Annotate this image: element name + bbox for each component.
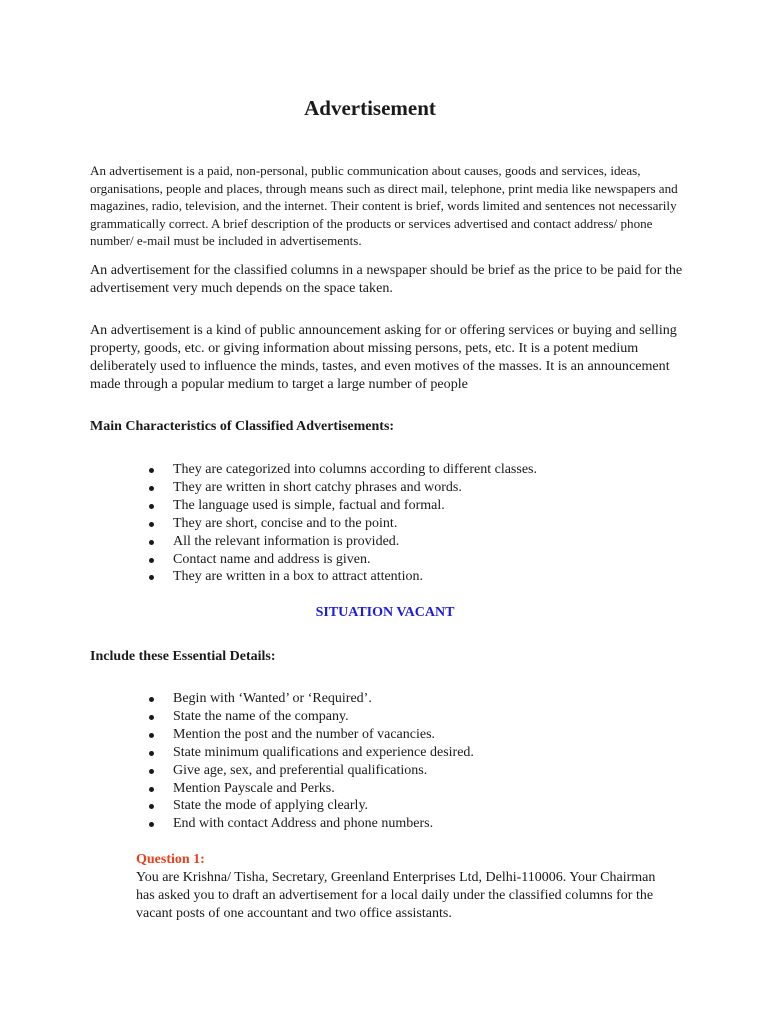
list-item-text: They are short, concise and to the point.	[173, 515, 398, 531]
list-item	[145, 568, 537, 586]
list-item	[145, 551, 537, 569]
list-item	[145, 461, 537, 479]
list-item-text: Contact name and address is given.	[173, 551, 371, 567]
list-item	[145, 726, 474, 744]
bullet-icon	[149, 558, 154, 563]
list-item-text: Mention the post and the number of vacancies.	[173, 726, 436, 742]
bullet-icon	[149, 540, 154, 545]
list-item	[145, 497, 537, 515]
bullet-icon	[149, 787, 154, 792]
bullet-icon	[149, 751, 154, 756]
list-item	[145, 515, 537, 533]
list-item	[145, 780, 474, 798]
classified-paragraph: An advertisement for the classified columns in a newspaper should be brief as the price to be paid for the advertisement very much depends on the space taken.	[90, 262, 683, 296]
essentials-list	[145, 690, 474, 833]
list-item-text: They are categorized into columns according to different classes.	[173, 462, 537, 477]
list-item-text: They are written in a box to attract attention.	[173, 569, 423, 585]
list-item-text: End with contact Address and phone numbers.	[173, 816, 434, 832]
announcement-paragraph: An advertisement is a kind of public announcement asking for or offering services or buying and selling property, goods, etc. or giving information about missing persons, pets, etc. It is a potent medium deliberately used to influence the minds, tastes, and even motives of the masses. It is an announcement made through a popular medium to target a large number of people	[90, 322, 677, 392]
list-item-text: They are written in short catchy phrases and words.	[173, 479, 462, 495]
list-item-text: State minimum qualifications and experience desired.	[173, 744, 474, 760]
list-item-text: Mention Payscale and Perks.	[173, 780, 335, 796]
list-item-text: Begin with ‘Wanted’ or ‘Required’.	[173, 691, 372, 706]
bullet-icon	[149, 575, 154, 580]
list-item	[145, 815, 474, 833]
intro-paragraph: An advertisement is a paid, non-personal, public communication about causes, goods and services, ideas, organisations, people and places, through means such as direct mail, telephone, print media like newspapers and magazines, radio, television, and the internet. Their content is brief, words limited and sentences not necessarily grammatically correct. A brief description of the products or services advertised and contact address/ phone number/ e-mail must be included in advertisements.	[90, 163, 678, 249]
bullet-icon	[149, 769, 154, 774]
question-label: Question 1:	[136, 852, 205, 867]
question-text: You are Krishna/ Tisha, Secretary, Greenland Enterprises Ltd, Delhi-110006. Your Chairman has asked you to draft an advertisement for a local daily under the classified columns for the vacant posts of one accountant and two office assistants.	[136, 870, 656, 921]
list-item	[145, 744, 474, 762]
list-item-text: State the name of the company.	[173, 708, 349, 724]
list-item	[145, 708, 474, 726]
list-item	[145, 479, 537, 497]
bullet-icon	[149, 733, 154, 738]
page-title: Advertisement	[304, 96, 436, 120]
list-item-text: State the mode of applying clearly.	[173, 798, 369, 814]
list-item-text: The language used is simple, factual and formal.	[173, 497, 445, 513]
bullet-icon	[149, 504, 154, 509]
characteristics-heading: Main Characteristics of Classified Advertisements:	[90, 419, 395, 434]
bullet-icon	[149, 522, 154, 527]
list-item	[145, 762, 474, 780]
essentials-heading: Include these Essential Details:	[90, 649, 276, 664]
list-item	[145, 797, 474, 815]
list-item	[145, 533, 537, 551]
bullet-icon	[149, 468, 154, 473]
list-item-text: All the relevant information is provided.	[173, 533, 400, 549]
list-item	[145, 690, 474, 708]
list-item-text: Give age, sex, and preferential qualifications.	[173, 762, 428, 778]
bullet-icon	[149, 822, 154, 827]
bullet-icon	[149, 804, 154, 809]
bullet-icon	[149, 486, 154, 491]
bullet-icon	[149, 697, 154, 702]
characteristics-list	[145, 461, 537, 586]
bullet-icon	[149, 715, 154, 720]
section-title: SITUATION VACANT	[315, 605, 455, 620]
